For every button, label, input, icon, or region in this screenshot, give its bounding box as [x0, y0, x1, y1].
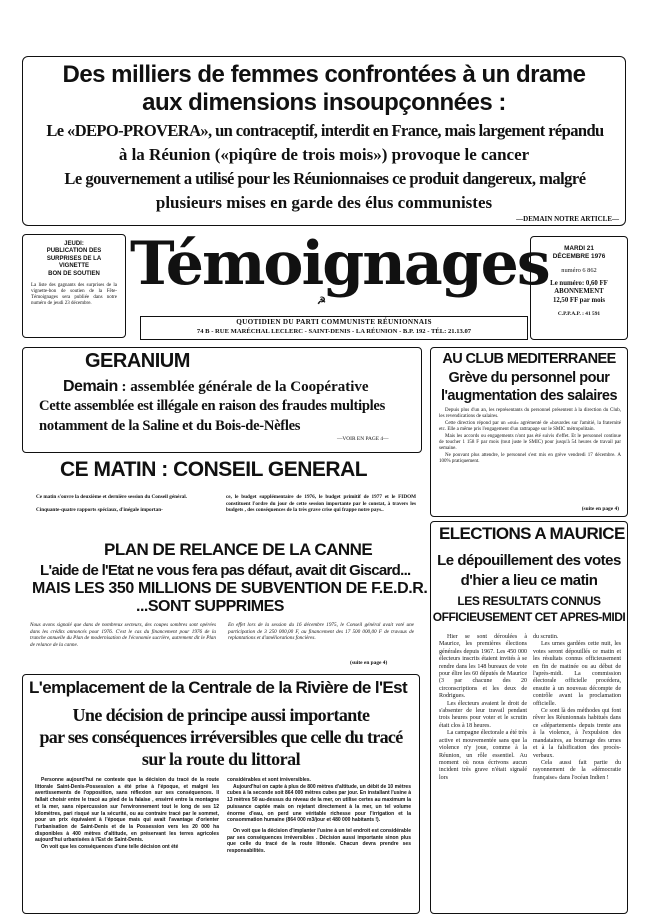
issue-price: Le numéro: 0,60 FF: [550, 280, 608, 287]
masthead-title: Témoignages: [130, 229, 549, 299]
maurice-kicker: ELECTIONS A MAURICE: [439, 524, 625, 543]
canne-kicker: PLAN DE RELANCE DE LA CANNE: [104, 540, 373, 559]
centrale-col-2: [227, 777, 411, 855]
masthead-strip: [140, 316, 528, 340]
club-med-p3: Mais les accords ou engagements n'ont pas été suivis d'effet. Et le personnel continue de toucher 1 158 F par mois (tout juste le SMIC) pour jusqu'à 54 heures de travail par semaine.: [439, 433, 621, 452]
club-med-kicker: AU CLUB MEDITERRANEE: [442, 351, 616, 367]
geranium-line-1: [63, 378, 369, 396]
masthead-subtitle: QUOTIDIEN DU PARTI COMMUNISTE RÉUNIONNAIS: [236, 318, 432, 326]
geranium-ref: —VOIR EN PAGE 4—: [337, 436, 389, 442]
vignette-line-3: SURPRISES DE LA: [46, 255, 102, 262]
maurice-p1: Hier se sont déroulées à Maurice, les premières élections générales depuis 1967. Les 450 000 électeurs inscrits étaient invités à se rendre dans les 148 bureaux de vote pour élire les 60 députés de Maurice (3 par chacune des 20 circonscriptions et les deux de Rodrigues.: [439, 634, 527, 700]
maurice-line-3: LES RESULTATS CONNUS: [457, 594, 601, 608]
centrale-col-1: [35, 777, 219, 851]
maurice-col-1: [439, 634, 527, 782]
geranium-demain: Demain: [63, 378, 118, 395]
issue-cppap: C.P.P.A.P. : 41 591: [557, 311, 601, 318]
geranium-line-2: Cette assemblée est illégale en raison des fraudes multiples: [39, 398, 385, 414]
geranium-line-3: notamment de la Saline et du Bois-de-Nèfles: [39, 418, 301, 434]
banner-headline-1: Des milliers de femmes confrontées à un drame: [62, 61, 586, 88]
canne-col-1: Nous avons signalé que dans de nombreux secteurs, des coupes sombres sont opérées dans les crédits annoncés pour 1976. C'est le cas du financement pour 1976 de la tranche annuelle du Plan de modernisation de l'économie sucrière, autrement dit le Plan de relance de la canne.: [30, 622, 216, 648]
maurice-box: [430, 521, 628, 914]
issue-number: numéro 6 862: [561, 267, 597, 274]
maurice-p2: Les électeurs avaient le droit de s'absenter de leur travail pendant trois heures pour voter et le scrutin était clos à 18 heures.: [439, 700, 527, 729]
centrale-line-3: sur la route du littoral: [141, 749, 301, 769]
club-med-box: [430, 347, 628, 517]
centrale-p5: On voit que la décision d'implanter l'usine à un tel endroit est considérable par ses conséquences irréversibles . Décision aussi importante sinon plus que celle du tracé de la route littorale. Chacun devra prendre ses responsabilités.: [227, 827, 411, 855]
issue-abo-price: 12,50 FF par mois: [552, 296, 606, 304]
vignette-line-2: PUBLICATION DES: [46, 248, 102, 255]
maurice-line-4: OFFICIEUSEMENT CET APRES-MIDI: [432, 610, 626, 624]
vignette-line-4: VIGNETTE: [58, 263, 89, 270]
centrale-p1: Personne aujourd'hui ne conteste que la décision du tracé de la route littorale Saint-Denis-Possession a été prise à l'époque, et malgré les avertissements de l'opposition, sans réflexion sur ses conséquences. Il fallait choisir entre le tracé au pied de la falaise , ensérré entre la montagne et la mer, sans répercussion sur l'environnement tout le long de ses 12 kilomètres, pari risqué sur la sécurité, ou au contraire tracé par le sommet, pour un prix équivalent à l'époque mais qui avait l'avantage d'orienter l'urbanisation de Saint-Denis et de la Possession vers les 20 000 ha disponibles à 400 mètres d'altitude, en préservant les terres agricoles aujourd'hui urbanisées à l'Est de Saint-Denis.: [35, 777, 219, 844]
banner-sub-2: à la Réunion («piqûre de trois mois») provoque le cancer: [118, 145, 530, 164]
banner-sub-4: plusieurs mises en garde des élus communistes: [155, 193, 493, 212]
canne-line-3: ...SONT SUPPRIMES: [136, 598, 284, 615]
banner-sub-1: Le «DEPO-PROVERA», un contraceptif, interdit en France, mais largement répandu: [46, 121, 604, 140]
club-med-line-2: l'augmentation des salaires: [440, 388, 618, 404]
maurice-p3: La campagne électorale a été très active et mouvementée sans que la violence n'y joue, comme à la Réunion, un rôle essentiel. Au moment où nous écrivons aucun incident très grave n'était signalé lors: [439, 730, 527, 781]
banner-sub-3: Le gouvernement a utilisé pour les Réunionnaises ce produit dangereux, malgré: [64, 169, 586, 188]
canne-col-2: En effet lors de la session du 16 décembre 1975, le Conseil général avait voté une participation de 3 250 000,00 F, au financement des 17 500 000,00 F de travaux de replantations et d'améliorations foncières.: [228, 622, 414, 642]
hammer-sickle-icon: ☭: [317, 296, 326, 307]
issue-abo-label: ABONNEMENT: [554, 288, 604, 296]
banner-headline-2: aux dimensions insoupçonnées :: [142, 89, 506, 116]
conseil-col-1: [36, 494, 214, 513]
club-med-p1: Depuis plus d'un an, les représentants du personnel présentent à la direction du Club, les revendications de salaires.: [439, 408, 621, 420]
maurice-line-1: Le dépouillement des votes: [437, 552, 621, 569]
centrale-line-1: Une décision de principe aussi importante: [72, 705, 370, 725]
club-med-text: [439, 408, 621, 466]
geranium-box: [22, 347, 422, 453]
centrale-box: [22, 674, 420, 914]
vignette-text: La liste des gagnants des surprises de la vignette-bon de soutien de la Fête-Témoignages sera publiée dans notre numéro de jeudi 23 décembre.: [31, 283, 117, 307]
centrale-line-2: par ses conséquences irréversibles que celle du tracé: [39, 727, 403, 747]
issue-date-2: DÉCEMBRE 1976: [552, 253, 606, 260]
maurice-p5: Les urnes gardées cette nuit, les votes seront dépouillés ce matin et les résultats connus officieusement en fin de matinée ou au début de l'après-midi. La commission électorale officielle procédera, ensuite à un nouveau décompte de contrôle avant la proclamation officielle.: [533, 641, 621, 707]
banner-continuation: —DEMAIN NOTRE ARTICLE—: [513, 215, 619, 223]
issue-date-1: MARDI 21: [564, 245, 594, 252]
vignette-line-5: BON DE SOUTIEN: [48, 270, 100, 277]
conseil-p1: Ce matin s'ouvre la deuxième et dernière session du Conseil général.: [36, 494, 187, 500]
canne-ref: (suite en page 4): [350, 660, 388, 666]
maurice-p7: Cela aussi fait partie du rayonnement de la «démocratie française» dans l'océan Indien !: [533, 759, 621, 781]
vignette-line-1: JEUDI:: [64, 241, 84, 247]
masthead-address: 74 B - RUE MARÉCHAL LECLERC - SAINT-DENIS - LA RÉUNION - B.P. 192 - TÉL: 21.13.07: [196, 328, 472, 335]
vignette-box: [22, 234, 126, 338]
geranium-kicker: GERANIUM: [85, 350, 190, 372]
club-med-p4: Ne pouvant plus attendre, le personnel s'est mis en grève vendredi 17 décembre. A 100% pratiquement.: [439, 452, 621, 465]
conseil-p2: Cinquante-quatre rapports spéciaux, d'inégale importan-: [36, 506, 163, 513]
club-med-line-1: Grève du personnel pour: [448, 370, 610, 386]
conseil-headline: CE MATIN : CONSEIL GENERAL: [60, 458, 368, 481]
club-med-p2: Cette direction répond par un «oui» agrémenté de «bavardes sur l'amitié, la fraternité etc. Elle a même pris l'engagement d'un rattrapage sur le SMIC métropolitain.: [439, 420, 621, 433]
club-med-ref: (suite en page 4): [581, 506, 619, 512]
centrale-p3: considérables et sont irréversibles.: [227, 777, 311, 783]
maurice-p6: Ce sont là des méthodes qui font rêver les Réunionnais habitués dans ce «département» depuis trente ans à la violence, à l'expulsion des mandataires, au bourrage des urnes et à la falsification des procès-verbaux.: [533, 708, 621, 759]
maurice-col-2: [533, 634, 621, 782]
canne-line-1: L'aide de l'Etat ne vous fera pas défaut, avait dit Giscard...: [40, 562, 411, 579]
canne-line-2: MAIS LES 350 MILLIONS DE SUBVENTION DE F.E.D.R.: [32, 580, 428, 597]
maurice-line-2: d'hier a lieu ce matin: [460, 572, 598, 589]
centrale-p4: Aujourd'hui on capte à plus de 800 mètres d'altitude, un débit de 10 mètres cubes à la seconde soit 864 000 mètres cubes par jour. En installant l'usine à 13 mètres 50 au-dessus du niveau de la mer, on utilise certes au maximum la puissance captée mais on rejetant directement à la mer, un tel volume énorme d'eau, on perd une véritable richesse pour l'irrigation et la consommation humaine (864 000 m3/jour et 480 000 habitants !).: [227, 783, 411, 824]
centrale-p2: On voit que les conséquences d'une telle décision ont été: [41, 844, 179, 851]
top-banner: [22, 56, 626, 226]
geranium-line-1-rest: : assemblée générale de la Coopérative: [121, 379, 369, 395]
centrale-kicker: L'emplacement de la Centrale de la Rivière de l'Est: [29, 678, 408, 697]
maurice-p4: du scrutin.: [533, 634, 559, 640]
issue-box: [530, 236, 628, 340]
conseil-col-2: ce, le budget supplémentaire de 1976, le budget primitif de 1977 et le FIDOM constituent l'ordre du jour de cette session importante par le constat, à travers les budgets , des conséquences de la très grave crise qui frappe notre pays..: [226, 494, 416, 514]
